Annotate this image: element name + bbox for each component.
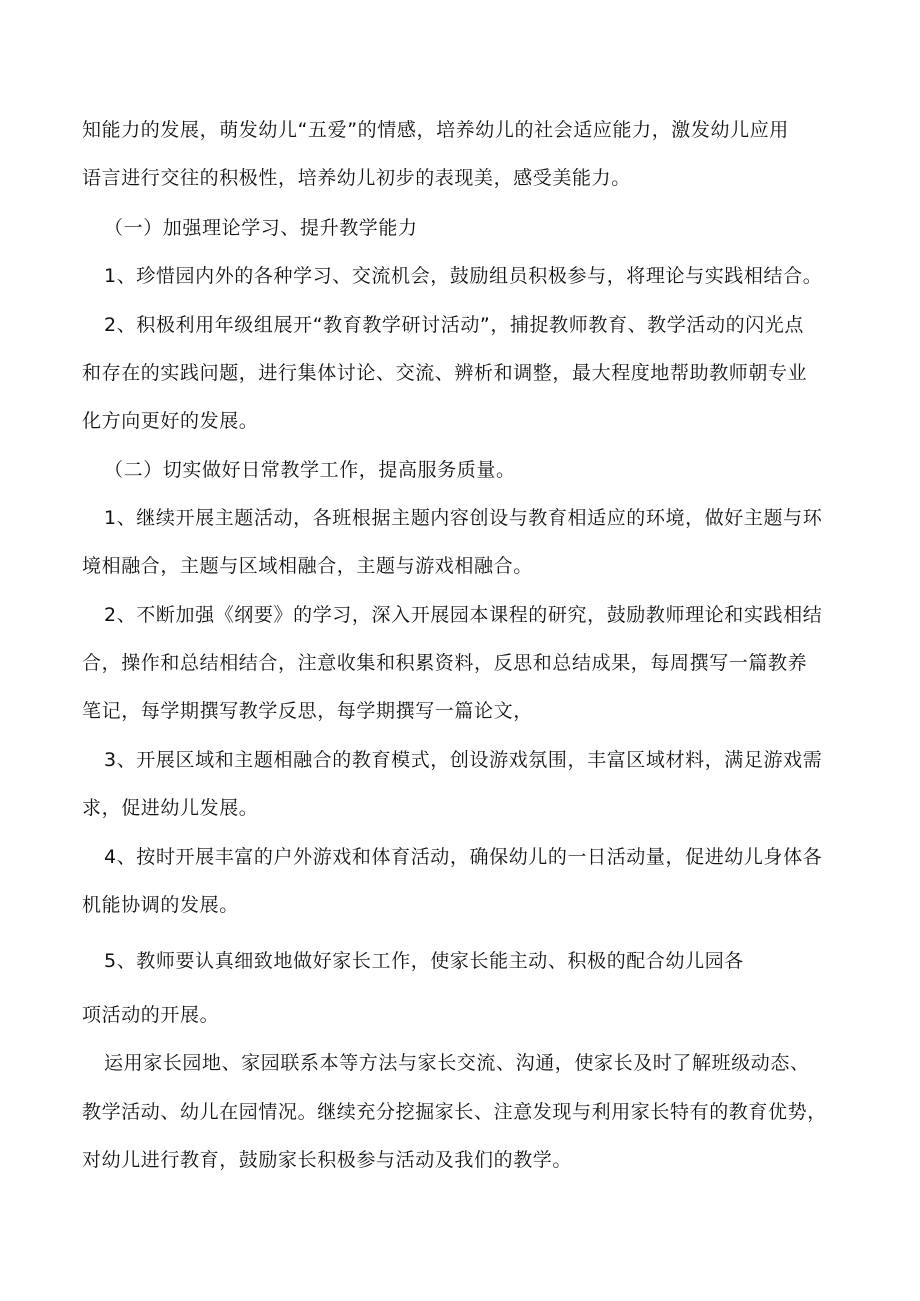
text-line: 化方向更好的发展。 [82,410,259,432]
text-line: 教学活动、幼儿在园情况。继续充分挖掘家长、注意发现与利用家长特有的教育优势， [82,1101,827,1123]
text-line: 5、教师要认真细致地做好家长工作，使家长能主动、积极的配合幼儿园各 [104,950,744,972]
text-line: 3、开展区域和主题相融合的教育模式，创设游戏氛围，丰富区域材料，满足游戏需 [104,749,823,771]
text-line: 对幼儿进行教育，鼓励家长积极参与活动及我们的教学。 [82,1149,573,1171]
text-line: 1、继续开展主题活动，各班根据主题内容创设与教育相适应的环境，做好主题与环 [104,507,823,529]
section-heading: （二）切实做好日常教学工作，提高服务质量。 [104,459,516,481]
text-line: 合，操作和总结相结合，注意收集和积累资料，反思和总结成果，每周撰写一篇教养 [82,652,808,674]
text-line: 知能力的发展，萌发幼儿“五爱”的情感，培养幼儿的社会适应能力，激发幼儿应用 [82,119,789,141]
text-line: 项活动的开展。 [82,1004,220,1026]
text-line: 机能协调的发展。 [82,894,239,916]
text-line: 1、珍惜园内外的各种学习、交流机会，鼓励组员积极参与，将理论与实践相结合。 [104,265,823,287]
section-heading: （一）加强理论学习、提升教学能力 [104,217,418,239]
text-line: 境相融合，主题与区域相融合，主题与游戏相融合。 [82,555,533,577]
text-line: 求，促进幼儿发展。 [82,797,259,819]
text-line: 和存在的实践问题，进行集体讨论、交流、辨析和调整，最大程度地帮助教师朝专业 [82,362,808,384]
text-line: 2、积极利用年级组展开“教育教学研讨活动”，捕捉教师教育、教学活动的闪光点 [104,314,804,336]
text-line: 运用家长园地、家园联系本等方法与家长交流、沟通，使家长及时了解班级动态、 [104,1052,810,1074]
text-line: 语言进行交往的积极性，培养幼儿初步的表现美，感受美能力。 [82,167,631,189]
text-line: 笔记，每学期撰写教学反思，每学期撰写一篇论文， [82,700,533,722]
text-line: 2、不断加强《纲要》的学习，深入开展园本课程的研究，鼓励教师理论和实践相结 [104,604,823,626]
text-line: 4、按时开展丰富的户外游戏和体育活动，确保幼儿的一日活动量，促进幼儿身体各 [104,846,823,868]
